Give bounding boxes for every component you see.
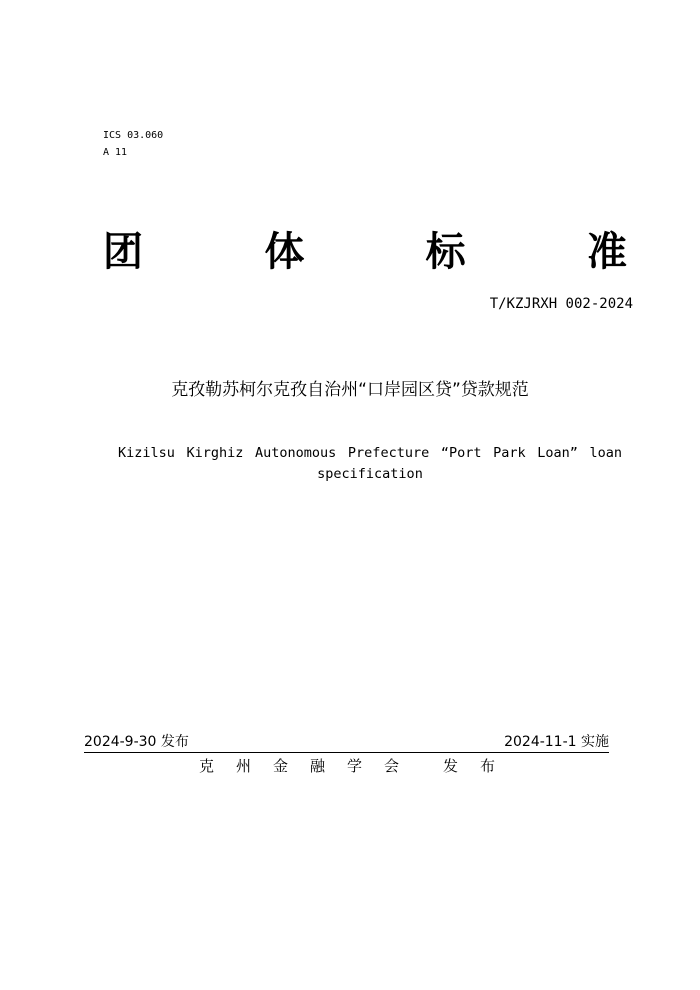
publisher-char: 会 xyxy=(384,757,400,775)
title-char-1: 团 xyxy=(103,229,143,275)
publisher-line xyxy=(199,755,517,777)
publisher-char: 金 xyxy=(273,757,289,775)
standard-number: T/KZJRXH 002-2024 xyxy=(489,296,633,312)
title-char-3: 标 xyxy=(425,229,466,275)
publisher-char: 州 xyxy=(236,757,252,775)
ics-code: ICS 03.060 xyxy=(103,130,164,141)
document-type-title xyxy=(103,226,627,278)
publish-action-char: 发 xyxy=(443,757,459,775)
english-title-line-2: specification xyxy=(317,466,423,482)
implement-date: 2024-11-1 实施 xyxy=(504,734,609,750)
chinese-title: 克孜勒苏柯尔克孜自治州“口岸园区贷”贷款规范 xyxy=(171,380,529,400)
english-title xyxy=(118,443,622,485)
title-char-2: 体 xyxy=(264,229,305,275)
category-code: A 11 xyxy=(103,147,128,158)
title-char-4: 准 xyxy=(586,229,627,275)
publisher-char: 融 xyxy=(310,757,326,775)
english-title-line-1: Kizilsu Kirghiz Autonomous Prefecture “Port Park Loan” loan xyxy=(118,445,622,461)
publisher-char: 克 xyxy=(199,757,215,775)
publish-action-char: 布 xyxy=(480,757,496,775)
publish-date: 2024-9-30 发布 xyxy=(84,734,189,750)
date-row xyxy=(84,732,609,752)
publisher-char: 学 xyxy=(347,757,363,775)
divider-line xyxy=(84,752,609,753)
